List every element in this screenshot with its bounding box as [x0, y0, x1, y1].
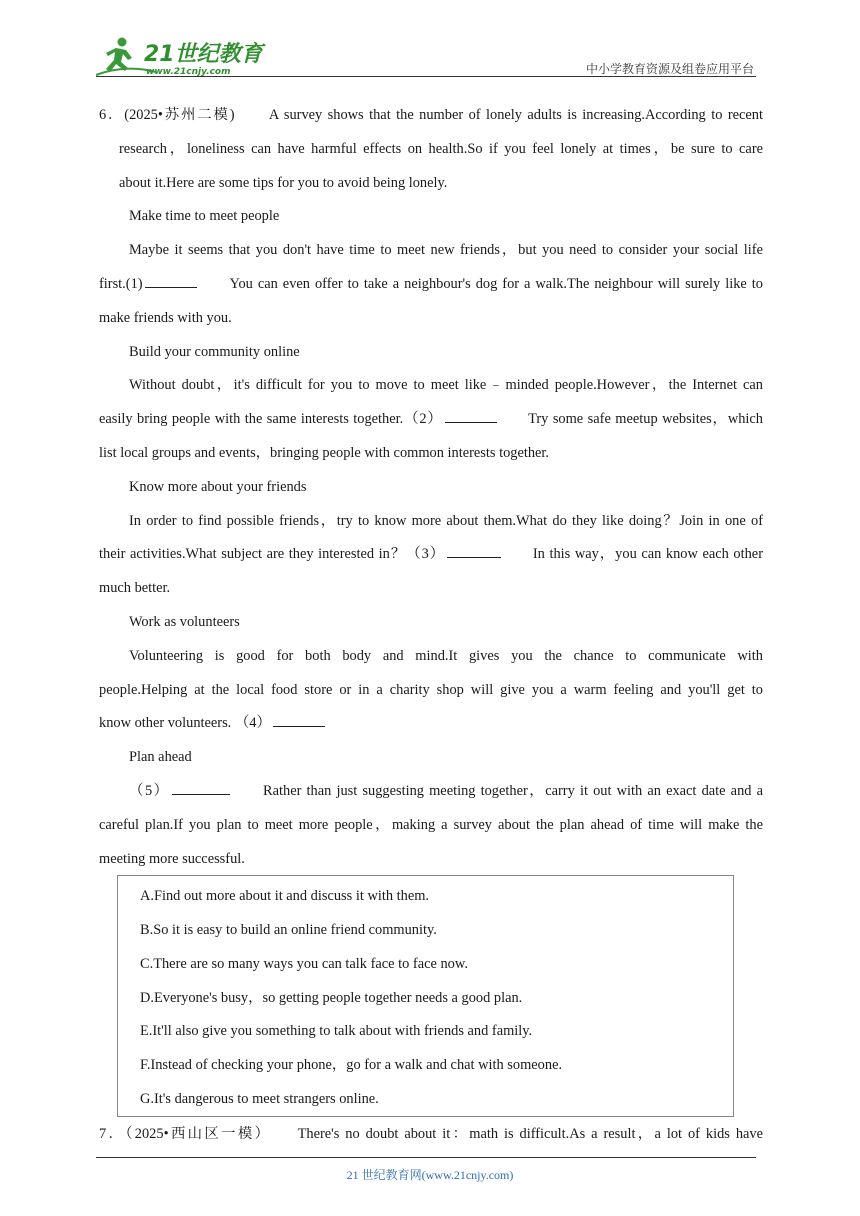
paragraph-line: Without doubt，it's difficult for you to move to meet like﹣minded people.However，the Internet can [129, 377, 763, 394]
blank-label: first.(1) [99, 275, 143, 292]
paragraph-text: know other volunteers. （4） [99, 715, 271, 732]
option-d: D.Everyone's busy，so getting people together needs a good plan. [140, 990, 523, 1006]
header-divider [96, 76, 756, 77]
section-heading: Make time to meet people [129, 208, 280, 225]
paragraph-line: In order to find possible friends，try to know more about them.What do they like doing？Join in one of [129, 512, 763, 529]
paragraph-text: In this way，you can know each other [501, 546, 763, 563]
section-heading: Plan ahead [129, 749, 192, 766]
option-f: F.Instead of checking your phone，go for a walk and chat with someone. [140, 1057, 563, 1073]
paragraph-line: Maybe it seems that you don't have time to meet new friends，but you need to consider your social life [129, 242, 763, 259]
section-heading: Build your community online [129, 343, 300, 360]
paragraph-line: meeting more successful. [99, 850, 245, 867]
platform-name: 中小学教育资源及组卷应用平台 [585, 62, 754, 76]
paragraph-text: You can even offer to take a neighbour's dog for a walk.The neighbour will surely like to [196, 275, 763, 292]
answer-blank-4[interactable] [273, 708, 325, 727]
paragraph-line: make friends with you. [99, 309, 232, 326]
options-box [117, 875, 734, 1117]
paragraph-text: their activities.What subject are they interested in？（3） [99, 546, 446, 563]
logo-url: www.21cnjy.com [146, 67, 231, 77]
paragraph-text: Rather than just suggesting meeting together，carry it out with an exact date and a [229, 782, 763, 799]
question-6 [99, 99, 763, 876]
option-c: C.There are so many ways you can talk face to face now. [140, 956, 468, 972]
answer-blank-3[interactable] [447, 539, 501, 558]
answer-blank-2[interactable] [445, 404, 497, 423]
paragraph-line: people.Helping at the local food store or in a charity shop will give you a warm feeling and you'll get to [99, 681, 763, 698]
logo-text: 21世纪教育 [144, 42, 263, 67]
footer-text: 21 世纪教育网(www.21cnjy.com) [346, 1168, 514, 1182]
paragraph-line [99, 268, 763, 302]
q6-intro-line: 6．(2025•苏州二模) A survey shows that the number of lonely adults is increasing.According to recent [99, 107, 763, 123]
paragraph-line: much better. [99, 580, 171, 597]
paragraph-line: careful plan.If you plan to meet more people，making a survey about the plan ahead of time will make the [99, 816, 763, 833]
paragraph-line [99, 403, 763, 437]
logo [96, 34, 266, 78]
paragraph-line [99, 775, 763, 809]
question-7-line: 7．（2025•西山区一模） There's no doubt about it：math is difficult.As a result，a lot of kids have [99, 1126, 763, 1142]
footer-divider [96, 1157, 756, 1158]
option-g: G.It's dangerous to meet strangers online. [140, 1091, 379, 1107]
paragraph-line [99, 707, 763, 741]
option-e: E.It'll also give you something to talk about with friends and family. [140, 1023, 533, 1039]
blank-label: （5） [129, 782, 170, 799]
paragraph-line [99, 538, 763, 572]
option-b: B.So it is easy to build an online friend community. [140, 922, 437, 938]
paragraph-line: list local groups and events，bringing people with common interests together. [99, 444, 550, 461]
answer-blank-1[interactable] [145, 269, 197, 288]
paragraph-text: easily bring people with the same interests together.（2） [99, 411, 443, 428]
section-heading: Work as volunteers [129, 613, 240, 630]
paragraph-text: Try some safe meetup websites，which [496, 411, 763, 428]
option-a: A.Find out more about it and discuss it with them. [140, 888, 429, 904]
page-header [96, 34, 756, 80]
q6-intro-line: about it.Here are some tips for you to avoid being lonely. [119, 174, 448, 191]
paragraph-line: Volunteering is good for both body and mind.It gives you the chance to communicate with [129, 647, 763, 664]
q6-intro-line: research，loneliness can have harmful effects on health.So if you feel lonely at times，be sure to care [119, 140, 763, 157]
section-heading: Know more about your friends [129, 478, 307, 495]
answer-blank-5[interactable] [172, 776, 230, 795]
